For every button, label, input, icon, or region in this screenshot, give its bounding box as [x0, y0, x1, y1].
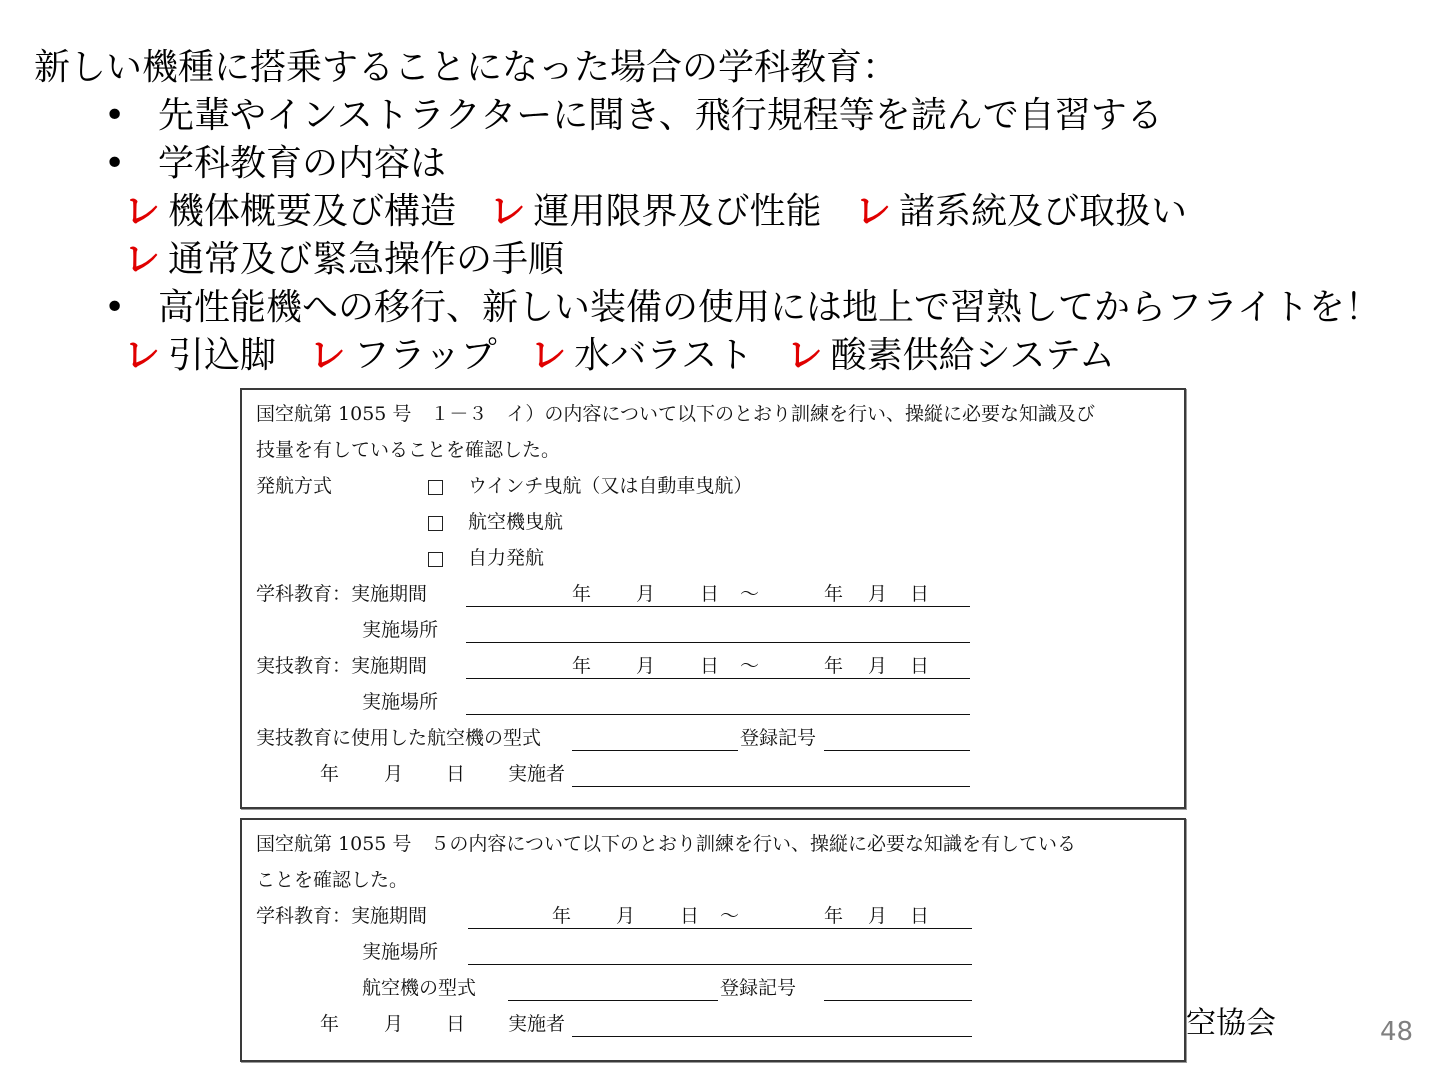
check-mark-icon: レ [530, 335, 567, 376]
aircraft-type-label: 航空機の型式 [362, 977, 477, 999]
form2-intro-line-1: 国空航第 1055 号 ５の内容について以下のとおり訓練を行い、操縦に必要な知識を有している [256, 833, 1077, 855]
aircraft-type-field[interactable] [508, 1000, 718, 1001]
form2-intro-line-2: ことを確認した。 [256, 869, 409, 891]
form1-intro-line-2: 技量を有していることを確認した。 [256, 439, 561, 461]
place-field[interactable] [468, 964, 972, 965]
page-number: 48 [1380, 1017, 1414, 1047]
check-item: レ 運用限界及び性能 [489, 191, 822, 232]
winch-launch-checkbox[interactable] [428, 480, 443, 495]
place-label: 実施場所 [362, 941, 439, 963]
check-mark-icon: レ [309, 335, 346, 376]
launch-method-label: 発航方式 [256, 475, 333, 497]
academic-items-row-2 [124, 238, 586, 282]
practical-period-field[interactable] [466, 678, 970, 679]
bullet-dot: • [104, 287, 126, 328]
check-item: レ 酸素供給システム [786, 335, 1116, 376]
academic-period-field[interactable] [466, 606, 970, 607]
equipment-items-row [124, 334, 1137, 378]
practical-period-label: 実技教育：実施期間 [256, 655, 428, 677]
check-item: レ 引込脚 [124, 335, 277, 376]
academic-items-row-1 [124, 190, 1209, 234]
check-mark-icon: レ [489, 191, 526, 232]
instructor-field[interactable] [572, 1036, 972, 1037]
check-item: レ 諸系統及び取扱い [854, 191, 1187, 232]
check-item: レ フラップ [309, 335, 497, 376]
registration-label: 登録記号 [740, 727, 817, 749]
bullet-dot: • [104, 95, 126, 136]
registration-field[interactable] [824, 750, 970, 751]
check-mark-icon: レ [124, 191, 161, 232]
slide-heading: 新しい機種に搭乗することになった場合の学科教育： [34, 47, 899, 88]
academic-period-label: 学科教育：実施期間 [256, 583, 428, 605]
practical-place-field[interactable] [466, 714, 970, 715]
check-item: レ 水バラスト [530, 335, 754, 376]
aerotow-checkbox[interactable] [428, 516, 443, 531]
check-mark-icon: レ [124, 239, 161, 280]
form1-intro-line-1: 国空航第 1055 号 １－３ イ）の内容について以下のとおり訓練を行い、操縦に必要な知識及び [256, 403, 1096, 425]
registration-label: 登録記号 [720, 977, 797, 999]
training-record-form-1: 国空航第 1055 号 １－３ イ）の内容について以下のとおり訓練を行い、操縦に必要な知識及び 技量を有していることを確認した。 発航方式 ウインチ曳航（又は自動車曳航） 航空機曳航 自力発航 学科教育：実施期間 年 月 日 ～ 年 月 日 実施場所 実技教育：実施期間 年 月 日 ～ 年 月 日 実施場所 実技教育に使用した航空機の型式 登録記号 年 月 日 実施者 [240, 388, 1186, 809]
bullet-text: 学科教育の内容は [158, 143, 447, 184]
bullet-dot: • [104, 143, 126, 184]
academic-place-label: 実施場所 [362, 619, 439, 641]
check-mark-icon: レ [786, 335, 823, 376]
aircraft-type-field[interactable] [572, 750, 738, 751]
check-mark-icon: レ [854, 191, 891, 232]
winch-launch-label: ウインチ曳航（又は自動車曳航） [468, 475, 753, 497]
bullet-text: 先輩やインストラクターに聞き、飛行規程等を読んで自習する [158, 95, 1163, 136]
training-record-form-2: 国空航第 1055 号 ５の内容について以下のとおり訓練を行い、操縦に必要な知識を有している ことを確認した。 学科教育：実施期間 年 月 日 ～ 年 月 日 実施場所 航空機の型式 登録記号 年 月 日 実施者 [240, 818, 1186, 1062]
bullet-text: 高性能機への移行、新しい装備の使用には地上で習熟してからフライトを！ [158, 287, 1381, 328]
instructor-label: 実施者 [508, 1013, 566, 1035]
self-launch-label: 自力発航 [468, 547, 545, 569]
aerotow-label: 航空機曳航 [468, 511, 564, 533]
academic-period-label: 学科教育：実施期間 [256, 905, 428, 927]
practical-place-label: 実施場所 [362, 691, 439, 713]
check-item: レ 通常及び緊急操作の手順 [124, 239, 565, 280]
check-mark-icon: レ [124, 335, 161, 376]
instructor-label: 実施者 [508, 763, 566, 785]
registration-field[interactable] [824, 1000, 972, 1001]
academic-period-field[interactable] [468, 928, 972, 929]
academic-place-field[interactable] [466, 642, 970, 643]
aircraft-type-label: 実技教育に使用した航空機の型式 [256, 727, 542, 749]
instructor-field[interactable] [572, 786, 970, 787]
self-launch-checkbox[interactable] [428, 552, 443, 567]
check-item: レ 機体概要及び構造 [124, 191, 457, 232]
organization-name: 空協会 [1186, 1006, 1276, 1041]
